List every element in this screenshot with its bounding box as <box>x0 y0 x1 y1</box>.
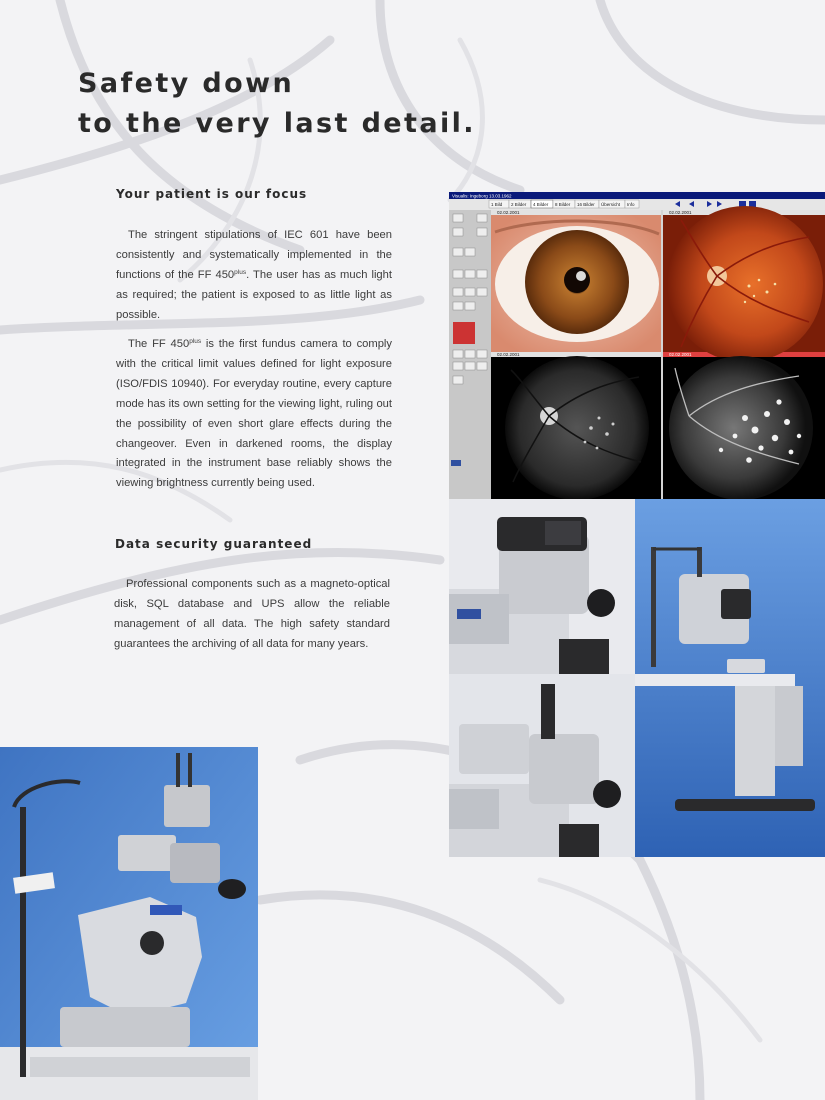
table-foot <box>675 799 815 811</box>
lens-icon <box>593 780 621 808</box>
tab-label: 16 Bilder <box>577 202 595 207</box>
paragraph-light-exposure <box>116 335 392 494</box>
control-knob-icon <box>140 931 164 955</box>
instrument-base <box>60 1007 190 1047</box>
lens-icon <box>587 589 615 617</box>
software-window <box>449 192 825 499</box>
paragraph-data-security: Professional components such as a magneto-optical disk, SQL database and UPS allow the reliable management of all data. The high safety standard guarantees the archiving of all data for many years. <box>114 578 390 650</box>
paragraph-iec-601 <box>116 226 392 326</box>
paragraph-light-exposure-text-a: The FF 450 <box>128 338 190 350</box>
camera-adapter-photo <box>449 674 635 857</box>
color-fundus-photo <box>663 206 825 362</box>
eyepiece-icon <box>218 879 246 899</box>
paragraph-iec-601-text-a: The stringent stipulations of IEC 601 have been consistently and systematically implemented in the functions of the FF 450 <box>116 229 392 281</box>
title-line-1: Safety down <box>78 68 295 99</box>
red-free-photo <box>491 356 661 499</box>
video-adapter <box>164 785 210 827</box>
plus-superscript: plus <box>234 268 247 276</box>
tab-strip <box>489 200 639 208</box>
plus-superscript: plus <box>189 338 202 345</box>
paragraph-iec-601-text-b: . The user has as much light as required; the patient is exposed to as little light as possible. <box>116 268 392 321</box>
table-top <box>635 674 795 686</box>
video-adapter <box>541 684 555 739</box>
tab-label: 4 Bilder <box>533 202 549 207</box>
software-screenshot <box>449 192 825 499</box>
image-date: 02.02.2001 <box>669 352 692 357</box>
video-camera <box>118 835 176 871</box>
angiography-photo <box>663 356 825 499</box>
thumbnail-icon <box>453 322 475 344</box>
window-title: Visualis: Ingeborg 13.03.1962 <box>452 193 512 199</box>
status-icon <box>451 460 461 466</box>
eye-photo <box>491 215 661 352</box>
camera-body <box>78 897 202 1017</box>
tab-label: 8 Bilder <box>555 202 571 207</box>
tab-label: 1 Bild <box>491 202 503 207</box>
image-date: 02.02.2001 <box>497 352 520 357</box>
tab-label: Info <box>627 202 635 207</box>
camera-closeup-photo <box>449 499 635 674</box>
tab-label: 2 Bilder <box>511 202 527 207</box>
table-column <box>735 686 775 796</box>
instrument-table-photo <box>635 499 825 857</box>
title-line-2: to the very last detail. <box>78 108 476 139</box>
chin-rest-post <box>20 807 26 1077</box>
chin-rest-post <box>651 547 656 667</box>
heading-patient-focus: Your patient is our focus <box>116 187 308 201</box>
window-icon <box>749 201 756 207</box>
image-date: 02.02.2001 <box>497 210 520 215</box>
paragraph-light-exposure-text-b: is the first fundus camera to comply with the critical limit values defined for light exposure (ISO/FDIS 10940). For everyday routine, every capture mode has its own setting for the viewing light, ruling out the possibility of even short glare effects during the changeover. Even in darkened rooms, the display integrated in the instrument base reliably shows the viewing brightness currently being used. <box>116 338 392 490</box>
page-title <box>78 64 476 144</box>
tab-label: Übersicht <box>601 202 621 207</box>
image-date: 02.02.2001 <box>669 210 692 215</box>
heading-data-security: Data security guaranteed <box>115 537 313 551</box>
fundus-camera-photo <box>0 747 258 1100</box>
video-camera <box>459 724 529 774</box>
